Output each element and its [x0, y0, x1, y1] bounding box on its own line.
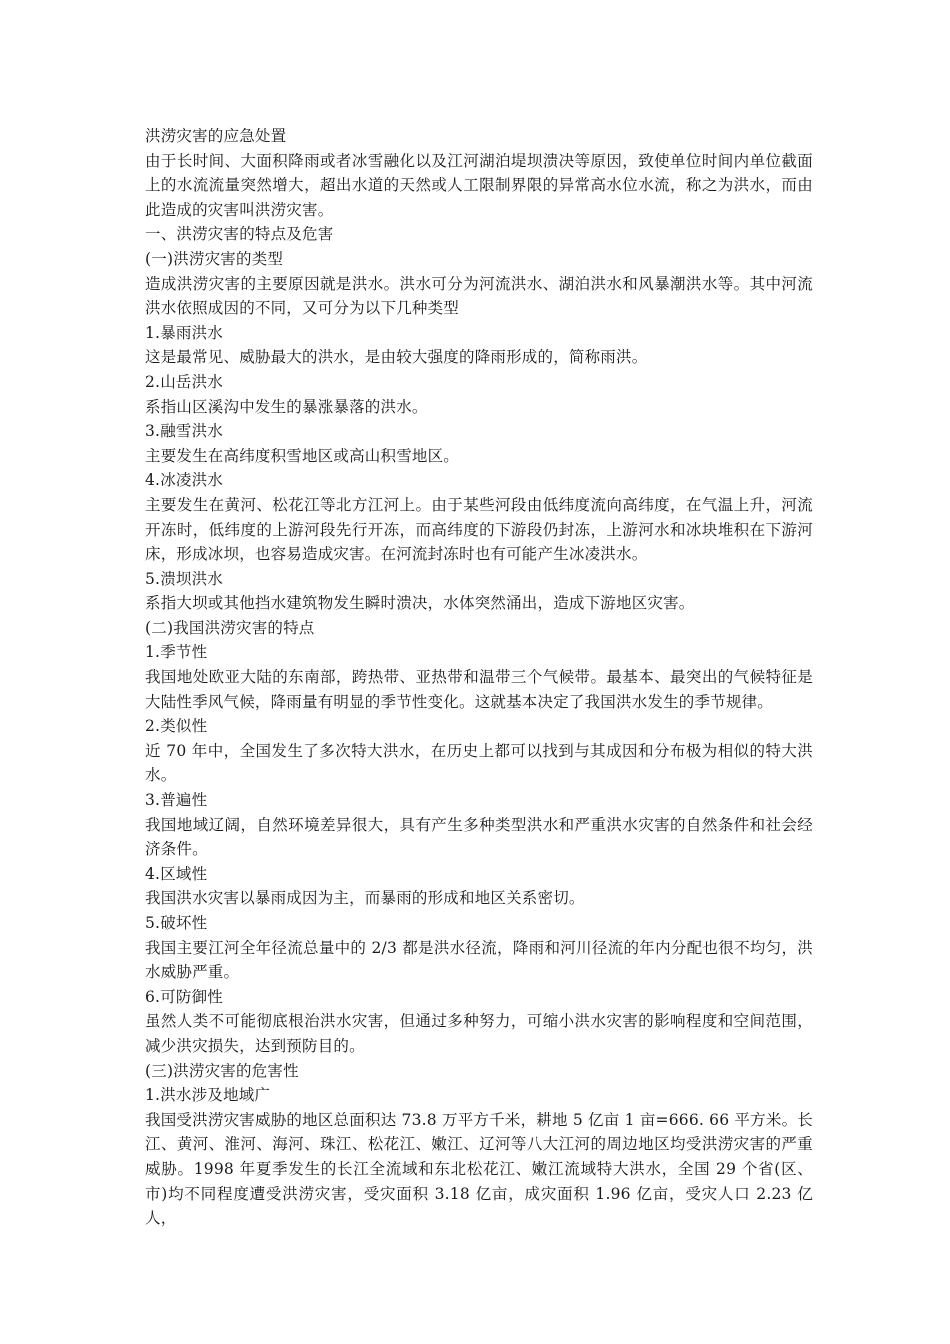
document-body [145, 124, 813, 1231]
paragraph-snowmelt-flood: 主要发生在高纬度积雪地区或高山积雪地区。 [145, 446, 460, 465]
paragraph-destructiveness: 我国主要江河全年径流总量中的 2/3 都是洪水径流，降雨和河川径流的年内分配也很不均匀，洪水威胁严重。 [145, 938, 813, 982]
paragraph-rainstorm-flood: 这是最常见、威胁最大的洪水，是由较大强度的降雨形成的，简称雨洪。 [145, 348, 648, 367]
subsection-heading-hazards: (三)洪涝灾害的危害性 [145, 1061, 299, 1080]
item-heading-destructiveness: 5.破坏性 [145, 914, 208, 932]
section-heading-1: 一、洪涝灾害的特点及危害 [145, 225, 334, 244]
item-heading-mountain-flood: 2.山岳洪水 [145, 372, 223, 391]
paragraph-seasonality: 我国地处欧亚大陆的东南部，跨热带、亚热带和温带三个气候带。最基本、最突出的气候特征是大陆性季风气候，降雨量有明显的季节性变化。这就基本决定了我国洪水发生的季节规律。 [145, 668, 813, 711]
item-heading-universality: 3.普遍性 [145, 791, 208, 810]
item-heading-ice-flood: 4.冰凌洪水 [145, 471, 223, 490]
item-heading-preventability: 6.可防御性 [145, 987, 223, 1006]
subsection-heading-types: (一)洪涝灾害的类型 [145, 249, 284, 268]
item-heading-snowmelt-flood: 3.融雪洪水 [145, 422, 223, 441]
item-heading-rainstorm-flood: 1.暴雨洪水 [145, 323, 223, 342]
paragraph-wide-area: 我国受洪涝灾害威胁的地区总面积达 73.8 万平方千米，耕地 5 亿亩 1 亩=666. 66 平方米。长江、黄河、淮河、海河、珠江、松花江、嫩江、辽河等八大江河的周边地区均受洪涝灾害的严重威胁。1998 年夏季发生的长江全流域和东北松花江、嫩江流域特大洪水，全国 29 个省(区、市)均不同程度遭受洪涝灾害，受灾面积 3.18 亿亩，成灾面积 1.96 亿亩，受灾人口 2.23 亿人， [145, 1110, 813, 1228]
paragraph-preventability: 虽然人类不可能彻底根治洪水灾害，但通过多种努力，可缩小洪水灾害的影响程度和空间范围，减少洪灾损失，达到预防目的。 [145, 1012, 813, 1055]
paragraph-regionality: 我国洪水灾害以暴雨成因为主，而暴雨的形成和地区关系密切。 [145, 889, 585, 908]
item-heading-seasonality: 1.季节性 [145, 643, 208, 662]
item-heading-wide-area: 1.洪水涉及地域广 [145, 1086, 271, 1105]
paragraph-mountain-flood: 系指山区溪沟中发生的暴涨暴落的洪水。 [145, 397, 428, 416]
item-heading-dam-break-flood: 5.溃坝洪水 [145, 569, 223, 588]
paragraph-dam-break-flood: 系指大坝或其他挡水建筑物发生瞬时溃决，水体突然涌出，造成下游地区灾害。 [145, 594, 695, 613]
item-heading-regionality: 4.区域性 [145, 864, 208, 883]
paragraph-similarity: 近 70 年中，全国发生了多次特大洪水，在历史上都可以找到与其成因和分布极为相似的特大洪水。 [145, 741, 813, 785]
paragraph-universality: 我国地域辽阔，自然环境差异很大，具有产生多种类型洪水和严重洪水灾害的自然条件和社会经济条件。 [145, 815, 813, 859]
item-heading-similarity: 2.类似性 [145, 717, 208, 736]
paragraph-ice-flood: 主要发生在黄河、松花江等北方江河上。由于某些河段由低纬度流向高纬度，在气温上升，河流开冻时，低纬度的上游河段先行开冻，而高纬度的下游段仍封冻，上游河水和冰块堆积在下游河床，形成冰坝，也容易造成灾害。在河流封冻时也有可能产生冰凌洪水。 [145, 495, 813, 564]
paragraph-flood-definition: 由于长时间、大面积降雨或者冰雪融化以及江河湖泊堤坝溃决等原因，致使单位时间内单位截面上的水流流量突然增大，超出水道的天然或人工限制界限的异常高水位水流，称之为洪水，而由此造成的灾害叫洪涝灾害。 [145, 151, 813, 219]
paragraph-flood-causes: 造成洪涝灾害的主要原因就是洪水。洪水可分为河流洪水、湖泊洪水和风暴潮洪水等。其中河流洪水依照成因的不同，又可分为以下几种类型 [145, 274, 813, 318]
subsection-heading-characteristics: (二)我国洪涝灾害的特点 [145, 618, 315, 637]
document-title: 洪涝灾害的应急处置 [145, 127, 287, 145]
